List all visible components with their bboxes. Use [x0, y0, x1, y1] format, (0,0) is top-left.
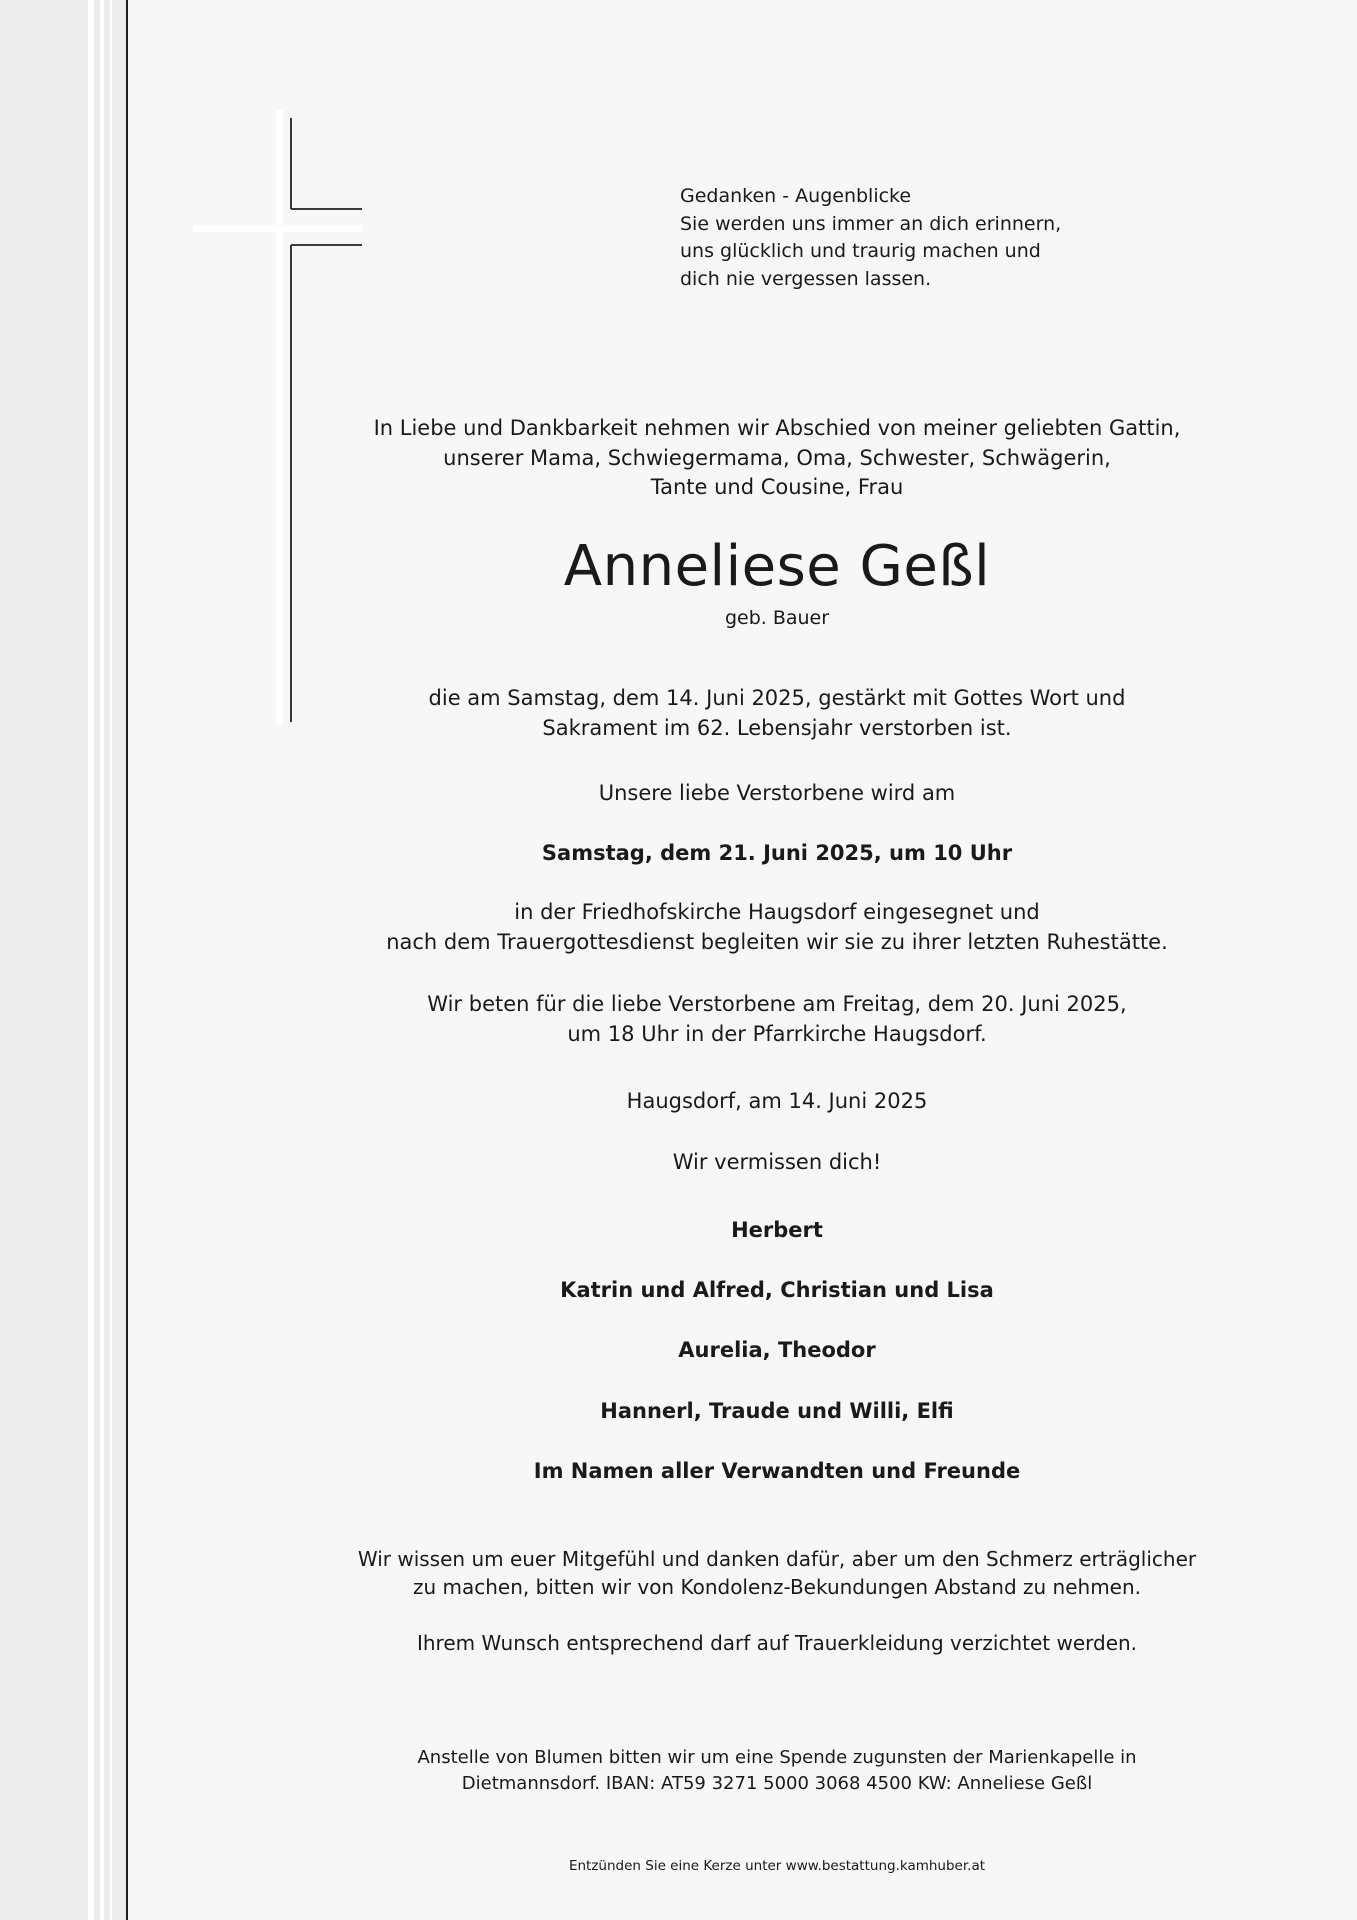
condolence-notice	[300, 1545, 1254, 1601]
poem	[680, 183, 1062, 293]
intro-line: unserer Mama, Schwiegermama, Oma, Schwester, Schwägerin,	[443, 445, 1111, 470]
funeral-date: Samstag, dem 21. Juni 2025, um 10 Uhr	[541, 841, 1013, 865]
donation-notice	[330, 1745, 1224, 1797]
prayer-line: um 18 Uhr in der Pfarrkirche Haugsdorf.	[567, 1021, 987, 1046]
footer-candle-link: Entzünden Sie eine Kerze unter www.bestattung.kamhuber.at	[568, 1858, 986, 1874]
death-line: Sakrament im 62. Lebensjahr verstorben ist.	[542, 715, 1012, 740]
margin-stripe	[88, 0, 94, 1920]
condolence-line: Wir wissen um euer Mitgefühl und danken dafür, aber um den Schmerz erträglicher	[357, 1547, 1197, 1571]
margin-stripe	[110, 0, 112, 1920]
mourning-dress-notice: Ihrem Wunsch entsprechend darf auf Trauerkleidung verzichtet werden.	[416, 1631, 1138, 1655]
deceased-name: Anneliese Geßl	[563, 534, 991, 599]
donation-line: Dietmannsdorf. IBAN: AT59 3271 5000 3068 4500 KW: Anneliese Geßl	[461, 1773, 1093, 1794]
family-line: Im Namen aller Verwandten und Freunde	[533, 1459, 1021, 1483]
poem-line: Gedanken - Augenblicke	[680, 185, 912, 207]
death-notice	[300, 684, 1254, 743]
margin-stripe	[100, 0, 104, 1920]
church-line: nach dem Trauergottesdienst begleiten wir sie zu ihrer letzten Ruhestätte.	[386, 929, 1168, 954]
farewell-text: Wir vermissen dich!	[672, 1150, 882, 1174]
family-line: Aurelia, Theodor	[678, 1338, 876, 1362]
prayer-notice	[300, 990, 1254, 1049]
family-line: Katrin und Alfred, Christian und Lisa	[560, 1278, 994, 1302]
death-line: die am Samstag, dem 14. Juni 2025, gestärkt mit Gottes Wort und	[428, 686, 1126, 710]
donation-line: Anstelle von Blumen bitten wir um eine Spende zugunsten der Marienkapelle in	[417, 1747, 1137, 1768]
intro-text	[300, 414, 1254, 503]
maiden-name: geb. Bauer	[724, 607, 830, 629]
condolence-line: zu machen, bitten wir von Kondolenz-Bekundungen Abstand zu nehmen.	[412, 1575, 1142, 1599]
poem-line: dich nie vergessen lassen.	[680, 267, 932, 290]
family-line: Herbert	[731, 1218, 823, 1242]
scanner-margin	[0, 0, 130, 1920]
poem-line: uns glücklich und traurig machen und	[680, 240, 1041, 262]
poem-line: Sie werden uns immer an dich erinnern,	[680, 212, 1062, 235]
prayer-line: Wir beten für die liebe Verstorbene am Freitag, dem 20. Juni 2025,	[427, 992, 1127, 1016]
intro-line: In Liebe und Dankbarkeit nehmen wir Abschied von meiner geliebten Gattin,	[373, 416, 1181, 440]
funeral-church	[300, 898, 1254, 957]
family-line: Hannerl, Traude und Willi, Elfi	[600, 1399, 954, 1423]
funeral-announce: Unsere liebe Verstorbene wird am	[598, 781, 956, 805]
place-date: Haugsdorf, am 14. Juni 2025	[626, 1089, 928, 1113]
church-line: in der Friedhofskirche Haugsdorf eingesegnet und	[514, 900, 1040, 924]
intro-line: Tante und Cousine, Frau	[650, 475, 904, 499]
